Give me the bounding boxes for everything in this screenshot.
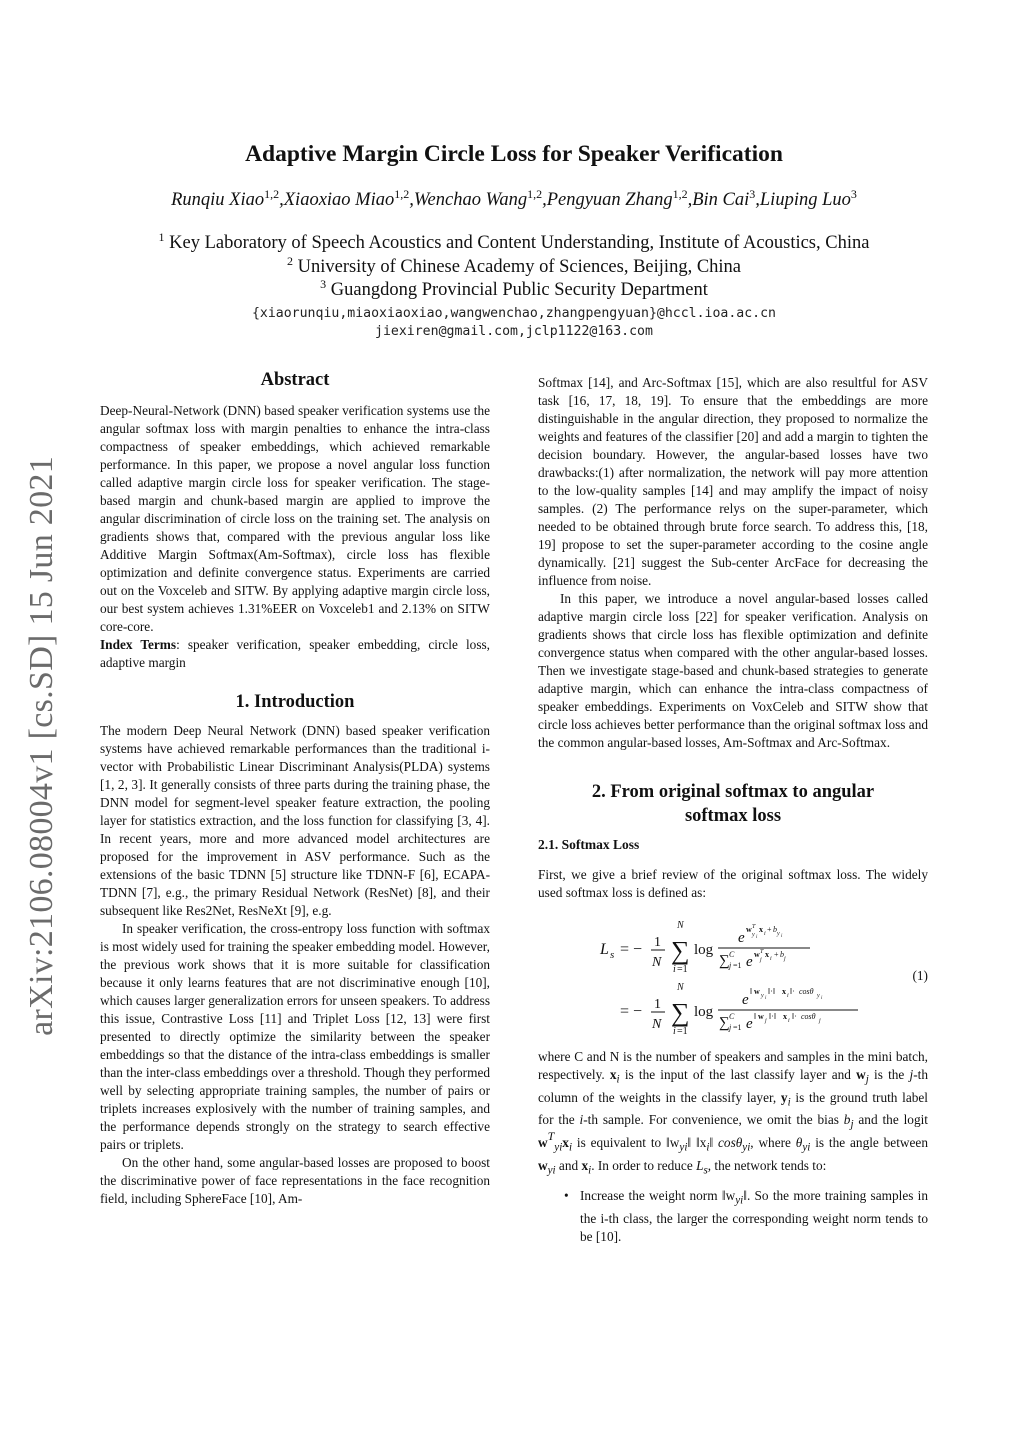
svg-text:j: j <box>729 1023 732 1032</box>
svg-text:L: L <box>600 941 609 958</box>
svg-text:y: y <box>777 931 780 937</box>
svg-text:log: log <box>694 1004 714 1020</box>
svg-text:x: x <box>783 1012 787 1021</box>
equation-1 <box>538 916 928 1038</box>
svg-text:1: 1 <box>654 935 661 950</box>
svg-text:b: b <box>780 950 784 959</box>
svg-text:=1: =1 <box>733 1023 742 1032</box>
svg-text:i: i <box>770 956 772 962</box>
abstract-text: Deep-Neural-Network (DNN) based speaker verification systems use the angular softmax loss with margin penalties to enhance the intra-class compactness of speaker embeddings, which achieved remarkable performance. In this paper, we propose a novel angular loss function called adaptive margin circle loss for speaker verification. The stage-based margin and chunk-based margin are applied to improve the angular discrimination of circle loss on the training set. The analysis on gradients shows that, compared with the previous angular loss like Additive Margin Softmax(Am-Softmax), circle loss has flexible optimization and definite convergence status. Experiments are carried out on the Voxceleb and SITW. By applying adaptive margin circle loss, our best system achieves 1.31%EER on Voxceleb1 and 2.13% on SITW core-core. <box>100 403 490 634</box>
svg-text:T: T <box>752 924 756 930</box>
intro-paragraph-5: In this paper, we introduce a novel angular-based losses called adaptive margin circle loss [22] for speaker verification. Analysis on gradients shows that circle loss has flexible optimization and definite convergence status when compared with the other angular-based losses. Then we investigate stage-based and chunk-based strategies to generate adaptive margin, which can enhance the intra-class compactness of speaker embeddings. Experiments on VoxCeleb and SITW show that circle loss achieves better performance than the original softmax loss and the common angular-based losses, Am-Softmax and Arc-Softmax. <box>538 591 928 750</box>
svg-text:‖: ‖ <box>750 987 753 996</box>
svg-text:j: j <box>819 1018 821 1024</box>
svg-text:= −: = − <box>620 1003 643 1020</box>
section-2-heading-line-1: 2. From original softmax to angular <box>591 782 875 802</box>
svg-text:=1: =1 <box>733 961 742 970</box>
svg-text:N: N <box>677 982 684 993</box>
list-item: • Increase the weight norm $‖w_{yi}‖$. So the more training samples in the i-th class, the larger the corresponding weight norm tends to be [10]. <box>564 1188 928 1244</box>
svg-text:x: x <box>765 950 769 959</box>
svg-text:+: + <box>774 950 779 959</box>
svg-text:i: i <box>787 993 789 999</box>
svg-text:e: e <box>746 1016 753 1032</box>
svg-text:i: i <box>764 931 766 937</box>
paper-title: Adaptive Margin Circle Loss for Speaker Verification <box>245 141 783 167</box>
svg-text:‖·: ‖· <box>790 987 795 996</box>
svg-text:w: w <box>754 950 760 959</box>
softmax-intro: First, we give a brief review of the original softmax loss. The widely used softmax loss is defined as: <box>538 867 928 900</box>
svg-text:i: i <box>673 964 676 975</box>
subsection-2-1-heading: 2.1. Softmax Loss <box>538 837 640 852</box>
svg-text:i: i <box>821 996 823 1001</box>
svg-text:y: y <box>817 993 820 999</box>
softmax-explanation: where C and N is the number of speakers and samples in the mini batch, respectively. $x_i$ is the input of the last classify layer and $w_j$ is the j-th column of the weights in the classify layer, $y_i$ is the ground truth label for the i-th sample. For convenience, we omit the bias $b_j$ and the logit $w^T_{yi}x_i$ is equivalent to $‖w_{yi}‖$ $‖x_i‖$ cosθ$_{yi}$, where $\theta_{yi}$ is the angle between $w_{yi}$ and $x_i$. In order to reduce $L_s$, the network tends to: <box>538 1049 928 1177</box>
author: Wenchao Wang <box>413 190 528 210</box>
email-line-1: {xiaorunqiu,miaoxiaoxiao,wangwenchao,zhangpengyuan}@hccl.ioa.ac.cn <box>251 306 776 321</box>
svg-text:w: w <box>746 925 752 934</box>
svg-text:1: 1 <box>654 997 661 1012</box>
svg-text:+: + <box>767 925 772 934</box>
author: Bin Cai <box>692 190 750 210</box>
svg-text:e: e <box>742 992 749 1008</box>
svg-text:y: y <box>752 932 755 938</box>
svg-text:j: j <box>784 956 786 962</box>
svg-text:b: b <box>773 925 777 934</box>
svg-text:∑: ∑ <box>671 936 690 965</box>
svg-text:‖·‖: ‖·‖ <box>768 987 776 996</box>
svg-text:i: i <box>765 996 767 1001</box>
equation-number: (1) <box>912 968 928 983</box>
author: Liuping Luo <box>759 190 851 210</box>
affiliation-3: $^3$ Guangdong Provincial Public Security Department <box>320 277 708 300</box>
svg-text:cosθ: cosθ <box>799 987 814 996</box>
author: Runqiu Xiao <box>171 190 265 210</box>
svg-text:i: i <box>788 1018 790 1024</box>
svg-text:N: N <box>652 955 662 970</box>
intro-paragraph-2: In speaker verification, the cross-entropy loss function with softmax is most widely used for training the speaker embedding model. However, the previous work shows that it is more suitable for classification because it only learns features that are not discriminative enough [10], which causes larger generalization errors for unseen speakers. To address this issue, Contrastive Loss [11] and Triplet Loss [12, 13] were first presented to directly optimize the similarity between the speaker embeddings so that the distance of the intra-class embeddings is smaller than the inter-class embeddings over a threshold. Though they performed well by selecting appropriate training samples, the number of pairs or triplets increases explosively with the number of training samples, and the performance depends strongly on the strategy to search effective pairs or triplets. <box>100 921 490 1152</box>
author: Pengyuan Zhang <box>546 190 673 210</box>
svg-text:x: x <box>782 987 786 996</box>
svg-text:cosθ: cosθ <box>801 1012 816 1021</box>
index-terms: Index Terms: speaker verification, speaker embedding, circle loss, adaptive margin <box>100 637 490 670</box>
author-list: Runqiu Xiao$^{1,2}$,Xiaoxiao Miao$^{1,2}$,Wenchao Wang$^{1,2}$,Pengyuan Zhang$^{1,2}$,Bin Cai$^3$,Liuping Luo$^3$ <box>171 187 857 210</box>
svg-text:i: i <box>673 1026 676 1037</box>
svg-text:‖·: ‖· <box>792 1012 797 1021</box>
section-1-heading: 1. Introduction <box>235 692 355 712</box>
svg-text:j: j <box>729 961 732 970</box>
svg-text:w: w <box>754 987 760 996</box>
svg-text:log: log <box>694 942 714 958</box>
affiliation-2: $^2$ University of Chinese Academy of Sciences, Beijing, China <box>286 254 742 277</box>
abstract-heading: Abstract <box>260 370 330 390</box>
svg-text:T: T <box>760 949 764 955</box>
svg-text:=1: =1 <box>677 1026 688 1037</box>
svg-text:=1: =1 <box>677 964 688 975</box>
svg-text:j: j <box>760 957 762 963</box>
arxiv-stamp: arXiv:2106.08004v1 [cs.SD] 15 Jun 2021 <box>23 456 60 1036</box>
left-column <box>100 368 490 1208</box>
svg-text:C: C <box>729 1012 735 1021</box>
author: Xiaoxiao Miao <box>283 190 395 210</box>
right-column <box>538 374 928 1246</box>
svg-text:i: i <box>756 935 758 940</box>
svg-text:i: i <box>781 934 783 939</box>
svg-text:‖·‖: ‖·‖ <box>769 1012 777 1021</box>
svg-text:s: s <box>610 949 615 961</box>
svg-text:∑: ∑ <box>671 998 690 1027</box>
svg-text:= −: = − <box>620 941 643 958</box>
section-2-heading-line-2: softmax loss <box>684 806 782 826</box>
svg-text:N: N <box>652 1017 662 1032</box>
svg-text:∑: ∑ <box>719 953 730 969</box>
intro-paragraph-4: Softmax [14], and Arc-Softmax [15], which are also resultful for ASV task [16, 17, 18, 19]. To ensure that the embeddings are more distinguishable in the angular direction, they proposed to normalize the weights and features of the classifier [20] and add a margin to tighten the decision boundary. However, the angular-based losses have two drawbacks:(1) after normalization, the network will pay more attention to the low-quality samples [14] and may amplify the impact of noisy samples. (2) The performance relys on the super-parameter, which needed to be obtained through brute force search. To address this, [18, 19] propose to set the super-parameter according to the cosine angle dynamically. [21] suggest the Sub-center ArcFace for decreasing the influence from noise. <box>538 375 928 588</box>
equation-1-math <box>596 916 876 1038</box>
svg-text:j: j <box>765 1018 767 1024</box>
email-line-2: jiexiren@gmail.com,jclp1122@163.com <box>375 324 653 339</box>
svg-text:∑: ∑ <box>719 1015 730 1031</box>
intro-paragraph-3: On the other hand, some angular-based losses are proposed to boost the discriminative power of face representations in the face recognition field, including SphereFace [10], Am- <box>100 1155 490 1206</box>
svg-text:x: x <box>759 925 763 934</box>
svg-text:y: y <box>761 993 764 999</box>
affiliation-1: $^1$ Key Laboratory of Speech Acoustics and Content Understanding, Institute of Acoustics, China <box>158 230 870 253</box>
svg-text:e: e <box>746 954 753 970</box>
svg-text:N: N <box>677 920 684 931</box>
svg-text:w: w <box>758 1012 764 1021</box>
svg-text:‖: ‖ <box>754 1012 757 1021</box>
intro-paragraph-1: The modern Deep Neural Network (DNN) based speaker verification systems have achieved remarkable performances than the traditional i-vector with Probabilistic Linear Discriminant Analysis(PLDA) systems [1, 2, 3]. It generally consists of three parts during the training phase, the DNN model for segment-level speaker feature extraction, the pooling layer for statistics extraction, and the loss function for classifying [3, 4]. In recent years, more and more advanced model architectures are proposed for the improvement in ASV performance. Such as the extensions of the basic TDNN [5] structure like TDNN-F [6], ECAPA-TDNN [7], e.g., the primary Residual Network (ResNet) [8], and their subsequent like Res2Net, ResNeXt [9], e.g. <box>100 723 490 918</box>
svg-text:C: C <box>729 950 735 959</box>
svg-text:e: e <box>738 930 745 946</box>
